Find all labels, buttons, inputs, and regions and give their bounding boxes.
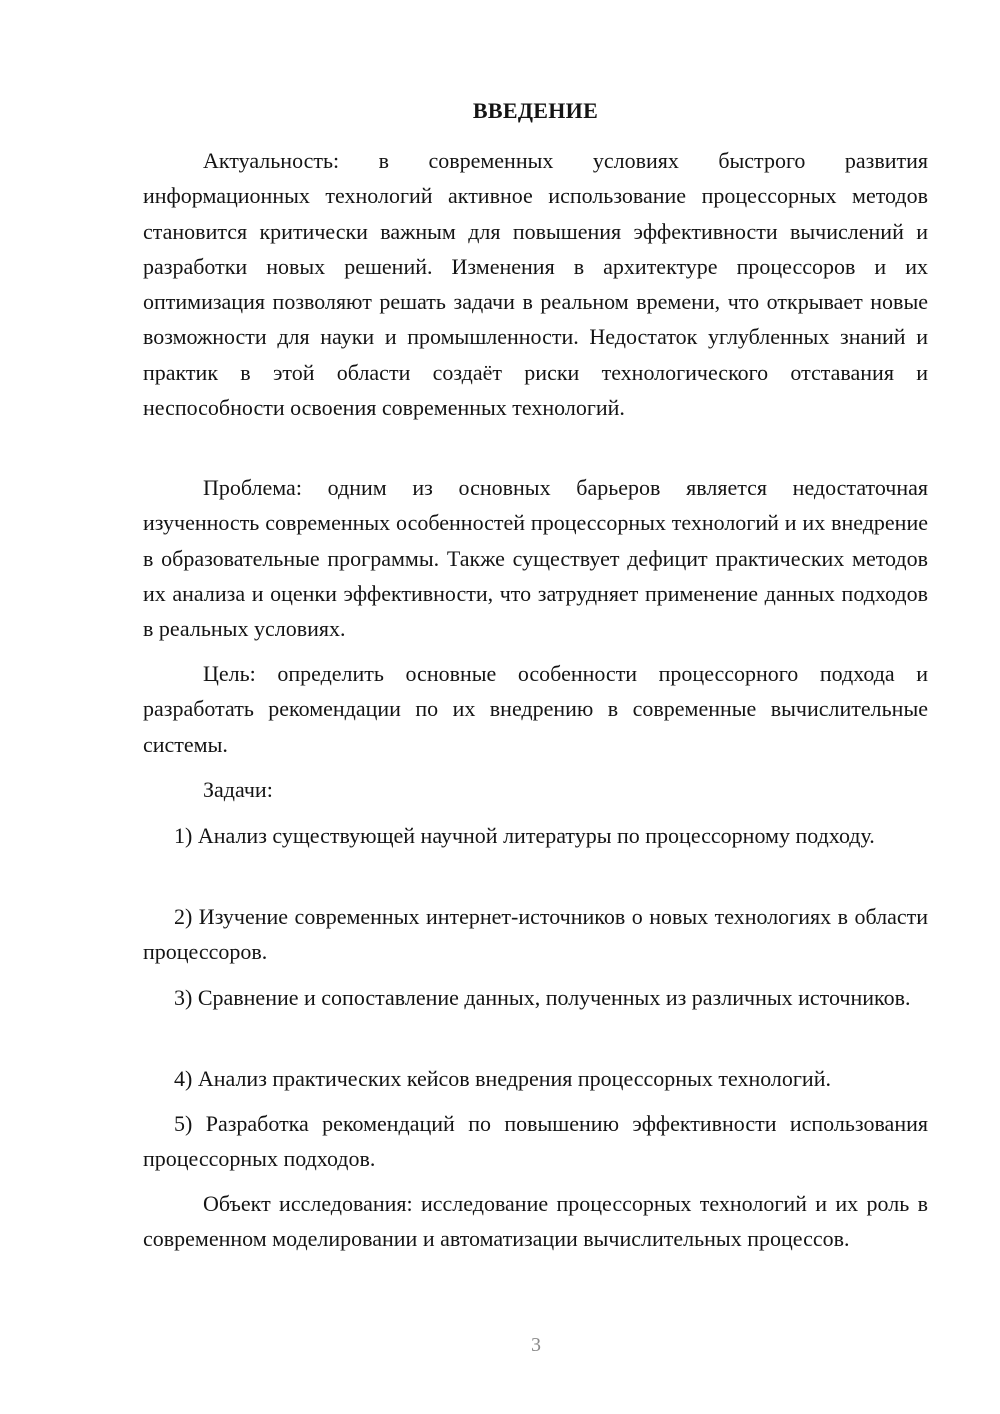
object-paragraph: Объект исследования: исследование процессорных технологий и их роль в современном моделировании и автоматизации вычислительных процессов. <box>143 1191 928 1252</box>
task-item-3: 3) Сравнение и сопоставление данных, полученных из различных источников. <box>174 985 911 1010</box>
goal-paragraph: Цель: определить основные особенности процессорного подхода и разработать рекомендации по их внедрению в современные вычислительные системы. <box>143 661 928 757</box>
section-heading: ВВЕДЕНИЕ <box>472 98 599 123</box>
task-item-2: 2) Изучение современных интернет-источников о новых технологиях в области процессоров. <box>143 904 928 965</box>
relevance-paragraph: Актуальность: в современных условиях быстрого развития информационных технологий активное использование процессорных методов становится критически важным для повышения эффективности вычислений и разработки новых решений. Изменения в архитектуре процессоров и их оптимизация позволяют решать задачи в реальном времени, что открывает новые возможности для науки и промышленности. Недостаток углубленных знаний и практик в этой области создаёт риски технологического отставания и неспособности освоения современных технологий. <box>143 148 928 421</box>
page-number: 3 <box>531 1334 541 1356</box>
task-item-5: 5) Разработка рекомендаций по повышению эффективности использования процессорных подходов. <box>143 1111 928 1172</box>
task-item-1: 1) Анализ существующей научной литературы по процессорному подходу. <box>174 823 875 848</box>
tasks-label: Задачи: <box>203 777 273 802</box>
task-item-4: 4) Анализ практических кейсов внедрения процессорных технологий. <box>174 1066 831 1091</box>
problem-paragraph: Проблема: одним из основных барьеров является недостаточная изученность современных особенностей процессорных технологий и их внедрение в образовательные программы. Также существует дефицит практических методов их анализа и оценки эффективности, что затрудняет применение данных подходов в реальных условиях. <box>143 475 928 642</box>
